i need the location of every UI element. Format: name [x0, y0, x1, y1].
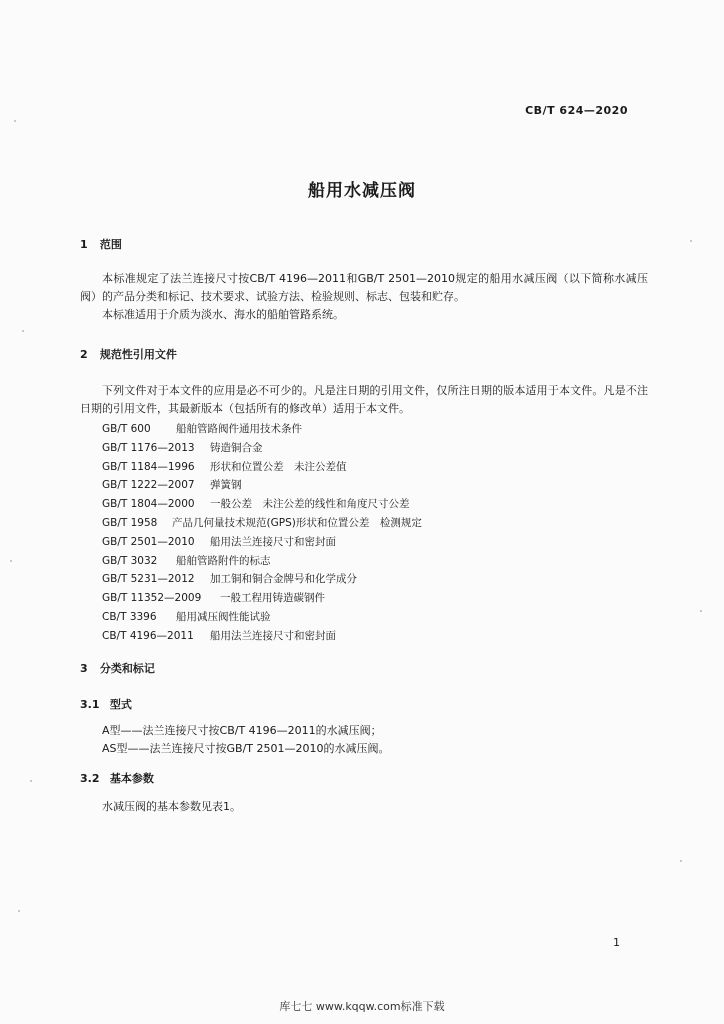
reference-title: 船舶管路附件的标志 [176, 554, 271, 567]
reference-item [102, 627, 422, 646]
reference-title: 铸造铜合金 [210, 441, 263, 454]
section-3-2-heading [80, 770, 154, 786]
section-number: 2 [80, 348, 88, 361]
reference-code: GB/T 1184—1996 [102, 460, 195, 473]
reference-title: 船舶管路阀件通用技术条件 [176, 423, 302, 435]
section-2-heading [80, 346, 177, 362]
scan-speck [22, 330, 24, 332]
reference-code: GB/T 3032 [102, 554, 158, 567]
standard-code: CB/T 624—2020 [525, 104, 628, 117]
scan-speck [680, 860, 682, 862]
reference-code: GB/T 1176—2013 [102, 441, 195, 454]
reference-item [102, 476, 422, 495]
reference-item [102, 495, 422, 514]
reference-code: CB/T 3396 [102, 610, 157, 623]
section-number: 1 [80, 238, 88, 251]
section-1-heading [80, 236, 122, 252]
section-title: 型式 [109, 698, 132, 711]
section-title: 范围 [99, 238, 122, 251]
reference-title: 一般公差 未注公差的线性和角度尺寸公差 [210, 498, 410, 511]
references-intro: 下列文件对于本文件的应用是必不可少的。凡是注日期的引用文件，仅所注日期的版本适用于本文件。凡是不注日期的引用文件，其最新版本（包括所有的修改单）适用于本文件。 [80, 384, 648, 415]
scan-speck [690, 240, 692, 242]
reference-code: GB/T 600 [102, 423, 151, 435]
reference-code: GB/T 1222—2007 [102, 479, 195, 492]
reference-title: 产品几何量技术规范(GPS)形状和位置公差 检测规定 [172, 516, 422, 529]
basic-params-paragraph: 水减压阀的基本参数见表1。 [102, 800, 241, 813]
scope-paragraph: 本标准规定了法兰连接尺寸按CB/T 4196—2011和GB/T 2501—2010规定的船用水减压阀（以下简称水减压阀）的产品分类和标记、技术要求、试验方法、检验规则、标志、包装和贮存。 [80, 272, 648, 303]
reference-code: GB/T 1958 [102, 516, 158, 529]
scan-speck [10, 560, 12, 562]
section-3-1-heading [80, 696, 132, 712]
reference-title: 加工铜和铜合金牌号和化学成分 [210, 573, 357, 586]
scan-speck [30, 780, 32, 782]
reference-item [102, 420, 422, 439]
reference-code: GB/T 5231—2012 [102, 573, 195, 586]
reference-item [102, 589, 422, 608]
download-footer: 库七七 www.kqqw.com标准下载 [279, 1000, 445, 1013]
document-title: 船用水减压阀 [308, 181, 416, 201]
type-as-item: AS型——法兰连接尺寸按GB/T 2501—2010的水减压阀。 [102, 742, 390, 755]
section-number: 3.1 [80, 698, 100, 711]
scan-speck [700, 610, 702, 612]
reference-item [102, 458, 422, 477]
reference-title: 船用法兰连接尺寸和密封面 [210, 535, 336, 548]
scan-speck [18, 910, 20, 912]
reference-code: GB/T 2501—2010 [102, 535, 195, 548]
reference-item [102, 439, 422, 458]
reference-title: 形状和位置公差 未注公差值 [210, 460, 347, 473]
reference-item [102, 552, 422, 571]
section-number: 3.2 [80, 772, 100, 785]
reference-item [102, 570, 422, 589]
reference-code: GB/T 11352—2009 [102, 592, 202, 605]
scope-applicability: 本标准适用于介质为淡水、海水的船舶管路系统。 [102, 308, 344, 321]
reference-list [102, 420, 422, 646]
reference-title: 一般工程用铸造碳钢件 [220, 592, 325, 605]
reference-item [102, 514, 422, 533]
reference-item [102, 608, 422, 627]
section-3-heading [80, 660, 155, 676]
reference-title: 船用减压阀性能试验 [176, 610, 271, 623]
section-title: 基本参数 [109, 772, 154, 785]
reference-title: 船用法兰连接尺寸和密封面 [210, 629, 336, 642]
section-number: 3 [80, 662, 88, 675]
reference-code: CB/T 4196—2011 [102, 629, 194, 642]
section-title: 分类和标记 [99, 662, 155, 675]
type-a-item: A型——法兰连接尺寸按CB/T 4196—2011的水减压阀； [102, 724, 382, 737]
page-number: 1 [613, 936, 620, 949]
scan-speck [14, 120, 16, 122]
reference-title: 弹簧钢 [210, 479, 242, 492]
reference-code: GB/T 1804—2000 [102, 498, 195, 511]
section-title: 规范性引用文件 [99, 348, 177, 361]
reference-item [102, 533, 422, 552]
